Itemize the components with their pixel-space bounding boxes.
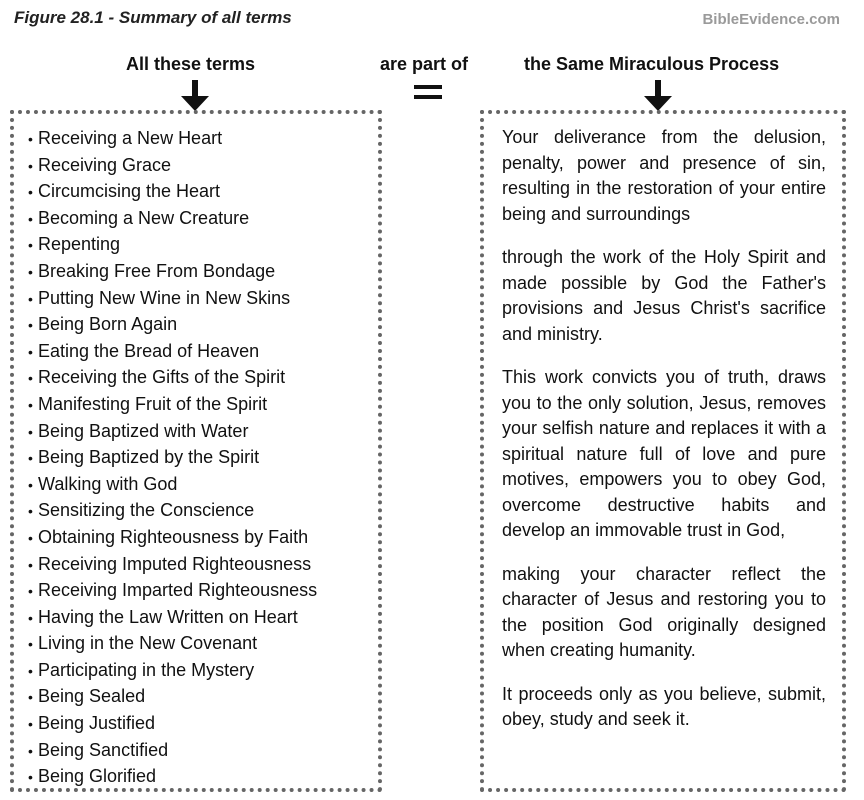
list-item: • Repenting [28, 234, 121, 255]
list-item: • Being Baptized with Water [28, 420, 249, 441]
list-item: • Becoming a New Creature [28, 207, 250, 228]
figure-title: Figure 28.1 - Summary of all terms [14, 8, 292, 27]
list-item: • Being Baptized by the Spirit [28, 447, 260, 468]
list-item: • Receiving a New Heart [28, 128, 223, 148]
list-item: • Being Sanctified [28, 739, 169, 760]
list-item: • Manifesting Fruit of the Spirit [28, 393, 268, 414]
list-item: • Living in the New Covenant [28, 633, 258, 654]
list-item: • Participating in the Mystery [28, 659, 255, 680]
process-paragraph: making your character reflect the character of Jesus and restoring you to the position God originally designed when creating humanity. [502, 563, 826, 660]
equals-sign-icon [414, 82, 442, 102]
process-paragraph: This work convicts you of truth, draws you to the only solution, Jesus, removes your selfish nature and replaces it with a spiritual nature full of love and pure motives, empowers you to obey God, overcome destructive habits and develop an immovable trust in God, [502, 367, 826, 540]
watermark: BibleEvidence.com [702, 11, 840, 28]
list-item: • Eating the Bread of Heaven [28, 340, 260, 361]
middle-heading: are part of [380, 54, 469, 74]
process-description [502, 125, 826, 751]
list-item: • Obtaining Righteousness by Faith [28, 526, 309, 547]
list-item: • Being Sealed [28, 686, 146, 707]
list-item: • Putting New Wine in New Skins [28, 287, 291, 308]
terms-list [28, 126, 317, 791]
right-column-heading: the Same Miraculous Process [524, 54, 780, 74]
process-paragraph: through the work of the Holy Spirit and made possible by God the Father's provisions and Jesus Christ's sacrifice and ministry. [502, 247, 826, 344]
list-item: • Breaking Free From Bondage [28, 260, 276, 281]
list-item: • Receiving Imparted Righteousness [28, 580, 318, 601]
process-paragraph: It proceeds only as you believe, submit, obey, study and seek it. [502, 683, 826, 729]
list-item: • Being Born Again [28, 314, 178, 335]
list-item: • Receiving Imputed Righteousness [28, 553, 312, 574]
list-item: • Being Justified [28, 713, 156, 734]
down-arrow-icon [643, 80, 673, 112]
list-item: • Receiving the Gifts of the Spirit [28, 367, 286, 388]
list-item: • Sensitizing the Conscience [28, 500, 255, 521]
down-arrow-icon [180, 80, 210, 112]
process-paragraph: Your deliverance from the delusion, penalty, power and presence of sin, resulting in the restoration of your entire being and surroundings [502, 127, 826, 224]
list-item: • Having the Law Written on Heart [28, 606, 298, 627]
list-item: • Being Glorified [28, 766, 157, 787]
list-item: • Walking with God [28, 473, 178, 494]
list-item: • Circumcising the Heart [28, 181, 221, 202]
list-item: • Receiving Grace [28, 154, 172, 175]
left-column-heading: All these terms [126, 54, 256, 74]
